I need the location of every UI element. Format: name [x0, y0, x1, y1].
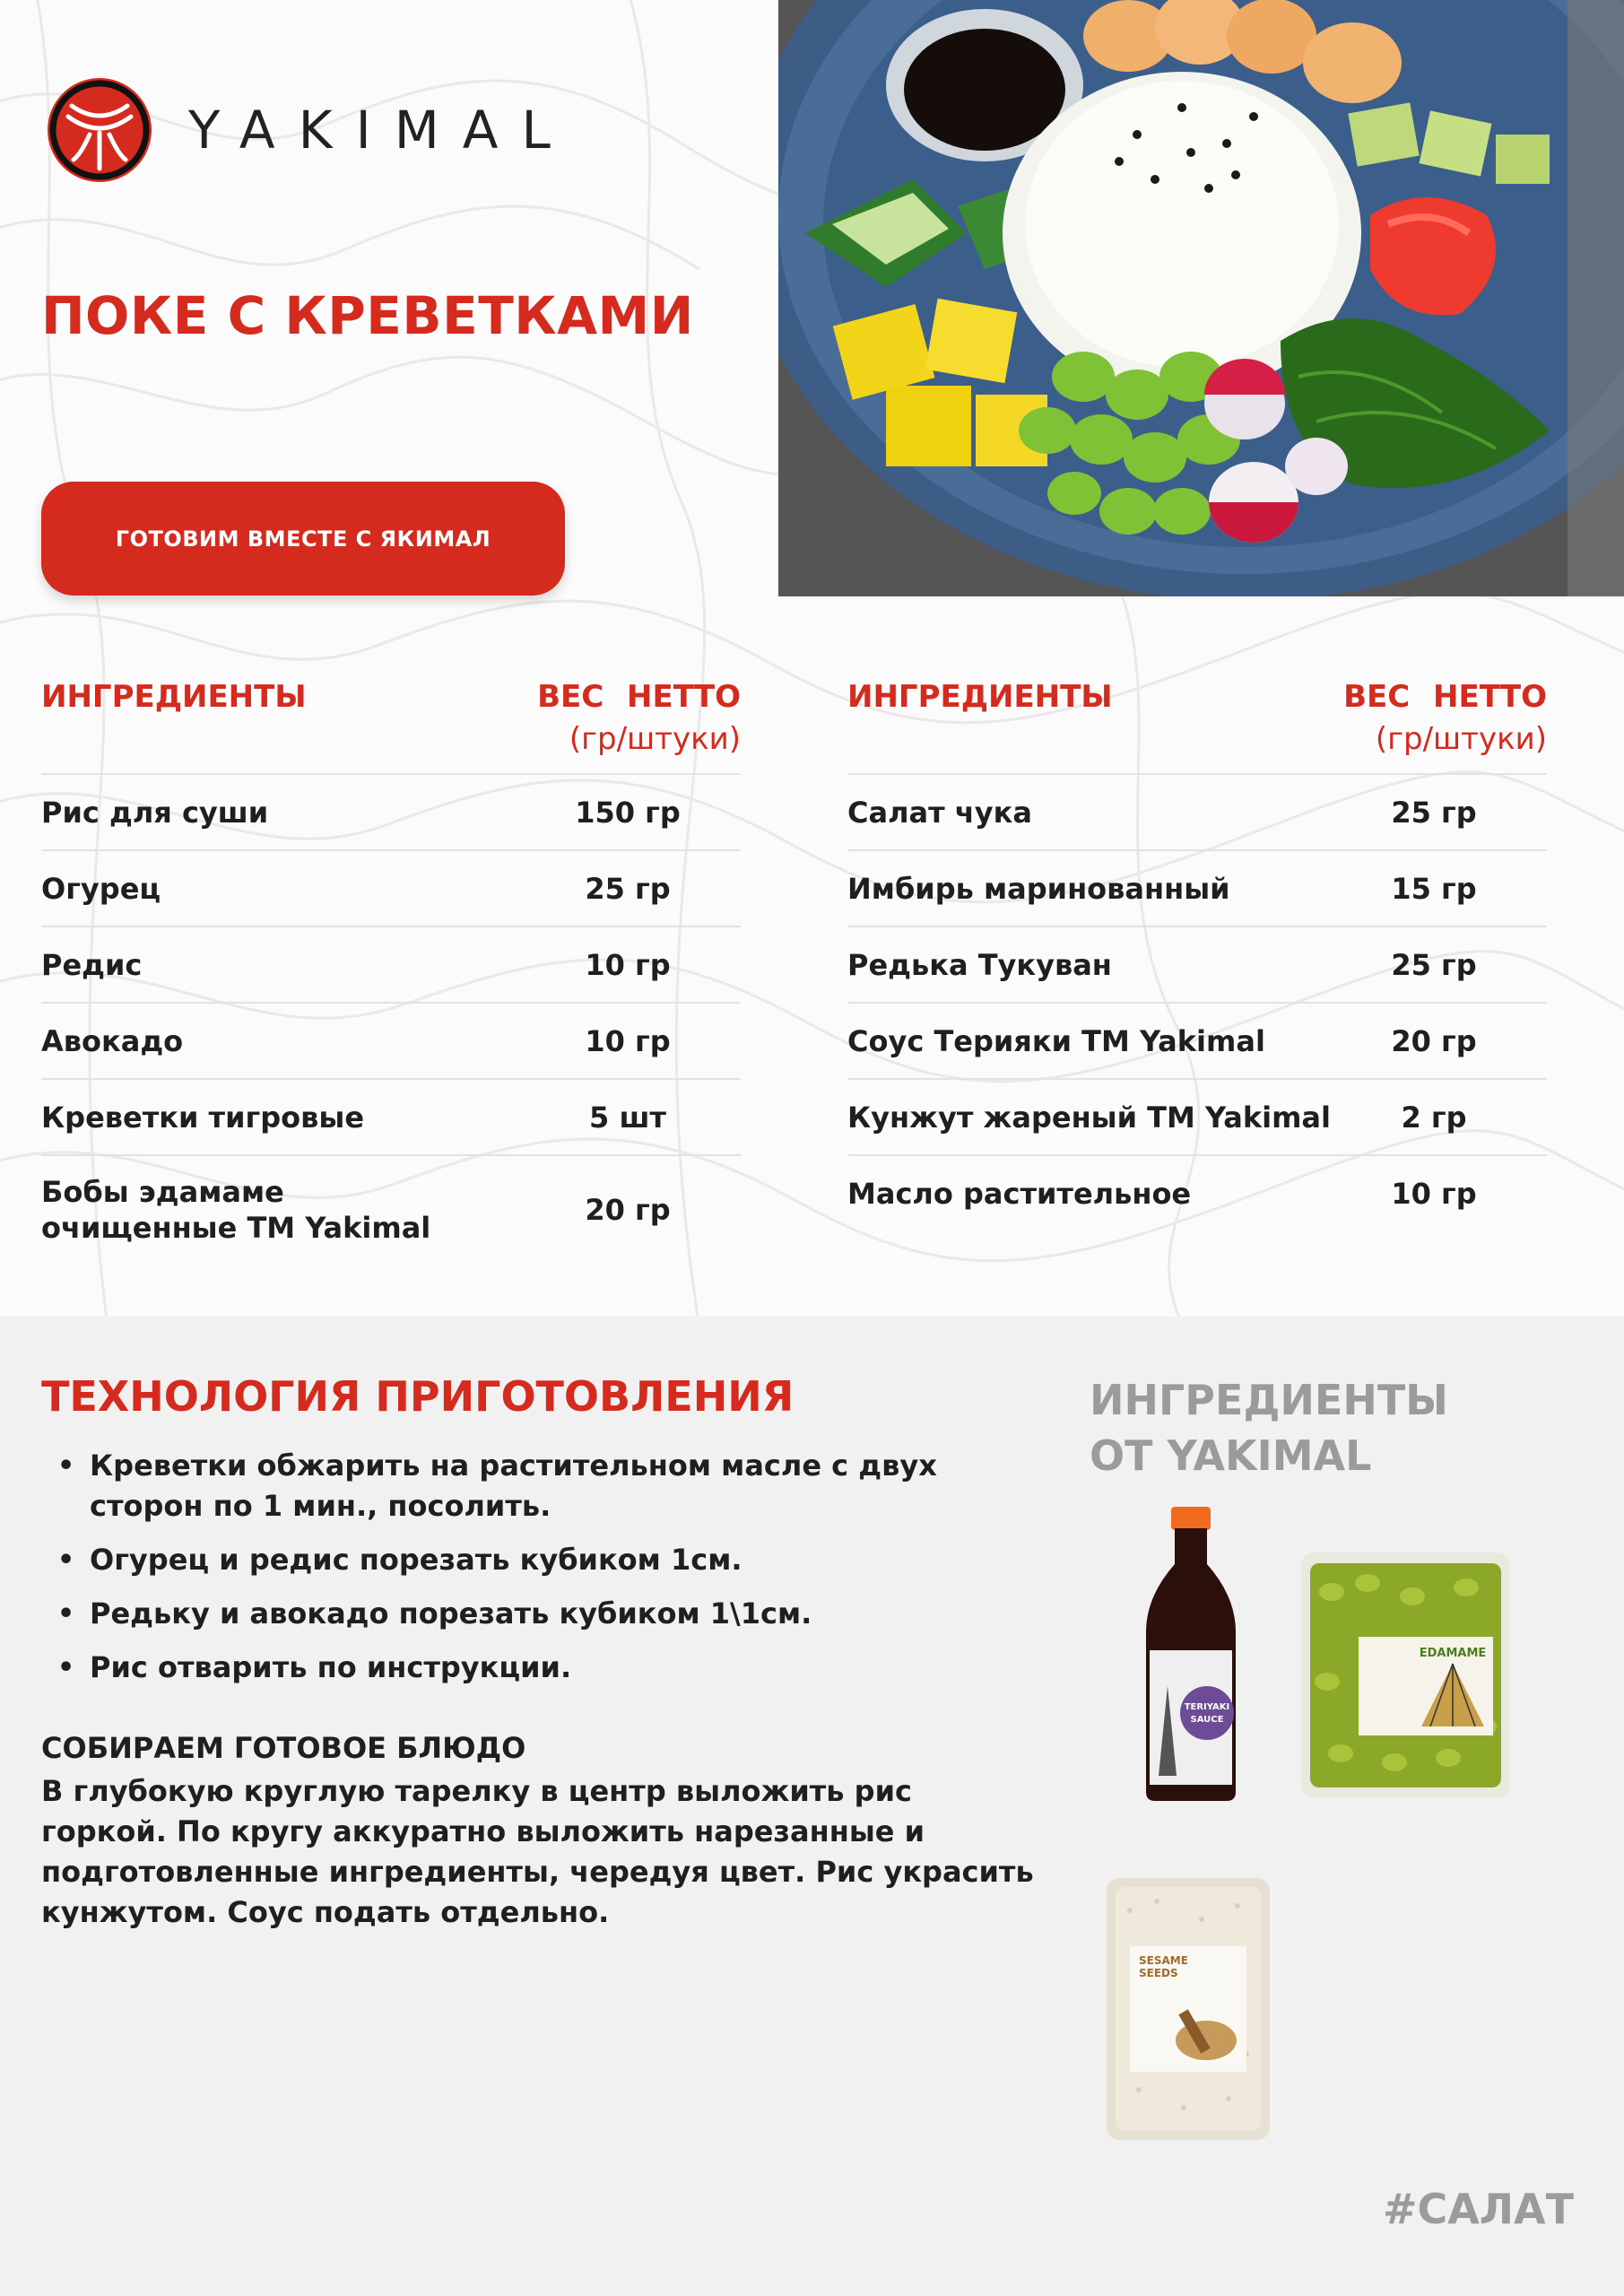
table-row — [41, 1080, 741, 1156]
cook-together-button[interactable]: ГОТОВИМ ВМЕСТЕ С ЯКИМАЛ — [41, 482, 565, 596]
hashtag: #САЛАТ — [1382, 2185, 1574, 2233]
preparation-steps — [54, 1446, 1022, 1701]
sauce-label-line1: TERIYAKI — [1184, 1702, 1230, 1712]
sesame-label-line1: SESAME — [1139, 1954, 1188, 1967]
ingredient-weight: 25 гр — [1391, 795, 1477, 830]
ingredient-name: Соус Терияки ТМ Yakimal — [847, 1023, 1265, 1058]
products-title-line2: ОТ YAKIMAL — [1090, 1431, 1372, 1480]
brand-name: YAKIMAL — [188, 100, 574, 161]
ingredient-name-line2: очищенные ТМ Yakimal — [41, 1211, 431, 1245]
ingredient-weight: 15 гр — [1391, 871, 1477, 906]
table-row — [41, 775, 741, 851]
edamame-label: EDAMAME — [1419, 1647, 1487, 1660]
ingredient-weight: 20 гр — [585, 1193, 671, 1227]
header-units: (гр/штуки) — [569, 721, 741, 757]
table-row — [847, 851, 1547, 927]
assemble-title: СОБИРАЕМ ГОТОВОЕ БЛЮДО — [41, 1731, 526, 1765]
ingredient-weight: 2 гр — [1401, 1100, 1467, 1135]
sauce-label-line2: SAUCE — [1190, 1715, 1224, 1725]
table-row — [41, 1156, 741, 1264]
ingredient-name: Креветки тигровые — [41, 1100, 365, 1135]
ingredients-table-left — [41, 674, 741, 1264]
table-row — [847, 1004, 1547, 1080]
ingredient-name: Имбирь маринованный — [847, 871, 1230, 906]
list-item: • Рис отварить по инструкции. — [54, 1648, 1022, 1688]
table-header — [41, 674, 741, 775]
table-row — [847, 1156, 1547, 1231]
ingredient-name: Авокадо — [41, 1023, 184, 1058]
header-units: (гр/штуки) — [1375, 721, 1547, 757]
header-ingredients: ИНГРЕДИЕНТЫ — [41, 679, 307, 715]
ingredient-name: Рис для суши — [41, 795, 269, 830]
sesame-label-line2: SEEDS — [1139, 1967, 1178, 1979]
dish-photo — [778, 0, 1624, 596]
ingredient-weight: 25 гр — [585, 871, 671, 906]
ingredient-name — [41, 1174, 430, 1246]
ingredient-weight: 20 гр — [1391, 1023, 1477, 1058]
table-row — [847, 775, 1547, 851]
technology-title: ТЕХНОЛОГИЯ ПРИГОТОВЛЕНИЯ — [41, 1372, 795, 1421]
ingredient-name-line1: Бобы эдамаме — [41, 1175, 284, 1209]
ingredient-name: Салат чука — [847, 795, 1032, 830]
ingredient-name: Редька Тукуван — [847, 947, 1112, 982]
products-title-line1: ИНГРЕДИЕНТЫ — [1090, 1376, 1448, 1424]
list-item: • Огурец и редис порезать кубиком 1см. — [54, 1540, 1022, 1580]
table-row — [847, 927, 1547, 1004]
header-ingredients: ИНГРЕДИЕНТЫ — [847, 679, 1113, 715]
recipe-title: ПОКЕ С КРЕВЕТКАМИ — [41, 285, 694, 346]
products-title — [1090, 1372, 1448, 1483]
brand-logo — [45, 75, 574, 185]
ingredient-weight: 25 гр — [1391, 947, 1477, 982]
ingredients-table-right — [847, 674, 1547, 1231]
header-weight: ВЕС НЕТТО — [537, 679, 741, 715]
ingredient-name: Кунжут жареный ТМ Yakimal — [847, 1100, 1331, 1135]
ingredient-weight: 10 гр — [585, 947, 671, 982]
assemble-text: В глубокую круглую тарелку в центр выложить рис горкой. По кругу аккуратно выложить нарезанные и подготовленные ингредиенты, чередуя цвет. Рис украсить кунжутом. Соус подать отдельно. — [41, 1774, 1034, 1929]
table-row — [41, 927, 741, 1004]
ingredient-weight: 10 гр — [585, 1023, 671, 1058]
table-header — [847, 674, 1547, 775]
ingredient-weight: 150 гр — [575, 795, 681, 830]
ingredient-weight: 5 шт — [589, 1100, 666, 1135]
list-item: • Креветки обжарить на растительном масле с двух сторон по 1 мин., посолить. — [54, 1446, 1022, 1526]
list-item: • Редьку и авокадо порезать кубиком 1\1см. — [54, 1594, 1022, 1634]
ingredient-weight: 10 гр — [1391, 1176, 1477, 1211]
table-row — [41, 851, 741, 927]
ingredient-name: Огурец — [41, 871, 161, 906]
edamame-pack-image — [1296, 1547, 1515, 1803]
header-weight: ВЕС НЕТТО — [1343, 679, 1547, 715]
ingredient-name: Масло растительное — [847, 1176, 1192, 1211]
sesame-seeds-pack-image — [1103, 1874, 1273, 2144]
ingredient-name: Редис — [41, 947, 143, 982]
teriyaki-sauce-bottle-image — [1128, 1507, 1254, 1803]
table-row — [847, 1080, 1547, 1156]
yakimal-logo-icon — [45, 75, 154, 185]
table-row — [41, 1004, 741, 1080]
